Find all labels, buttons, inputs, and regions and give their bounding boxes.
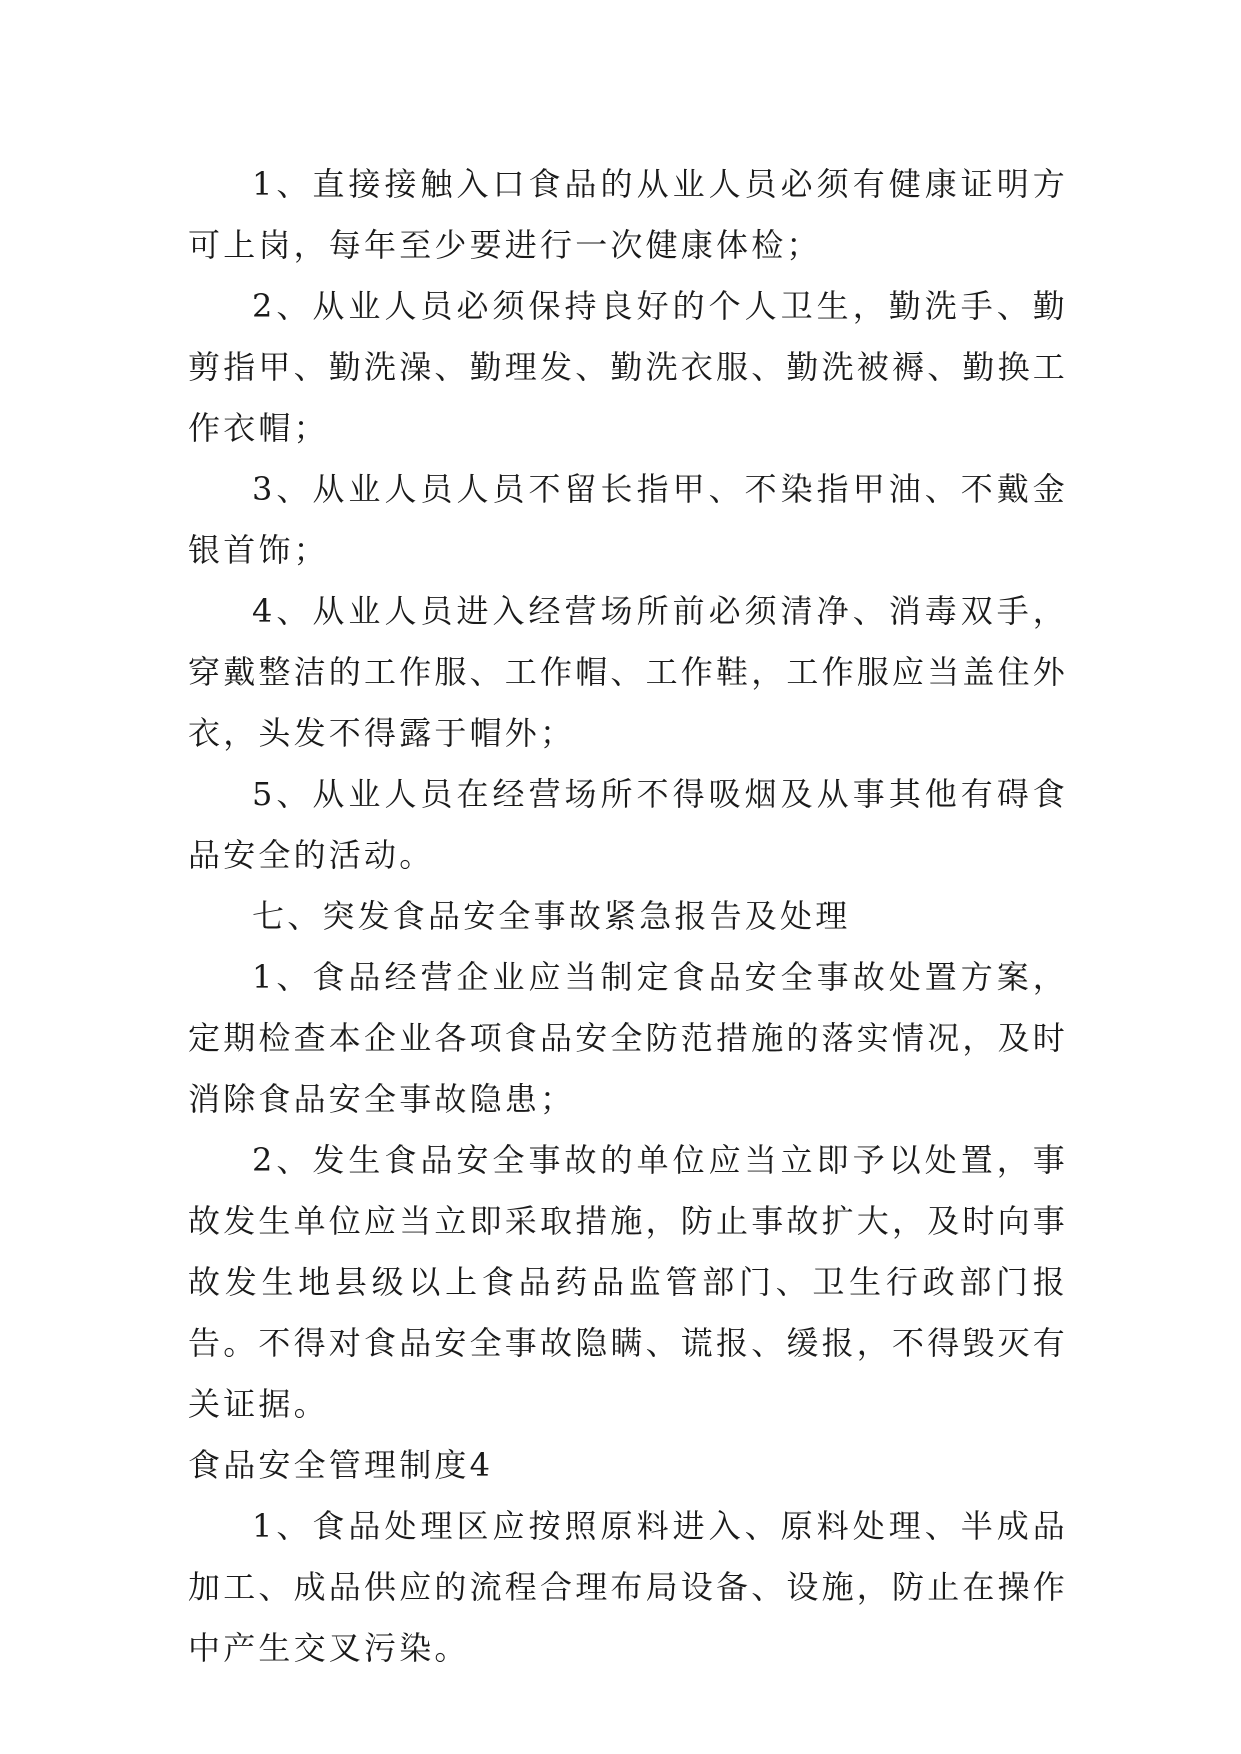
paragraph: 3、从业人员人员不留长指甲、不染指甲油、不戴金银首饰；: [188, 470, 1068, 569]
document-section-title: 食品安全管理制度4: [188, 1446, 494, 1484]
paragraph: 1、食品经营企业应当制定食品安全事故处置方案，定期检查本企业各项食品安全防范措施的落实情况，及时消除食品安全事故隐患；: [188, 958, 1069, 1118]
paragraph: 4、从业人员进入经营场所前必须清净、消毒双手，穿戴整洁的工作服、工作帽、工作鞋，工作服应当盖住外衣，头发不得露于帽外；: [188, 592, 1069, 752]
document-body: [188, 154, 1068, 1679]
paragraph: 5、从业人员在经营场所不得吸烟及从事其他有碍食品安全的活动。: [188, 775, 1068, 874]
paragraph: 1、直接接触入口食品的从业人员必须有健康证明方可上岗，每年至少要进行一次健康体检；: [188, 165, 1068, 264]
paragraph: 2、发生食品安全事故的单位应当立即予以处置，事故发生单位应当立即采取措施，防止事故扩大，及时向事故发生地县级以上食品药品监管部门、卫生行政部门报告。不得对食品安全事故隐瞒、谎报、缓报，不得毁灭有关证据。: [188, 1141, 1069, 1423]
paragraph: 1、食品处理区应按照原料进入、原料处理、半成品加工、成品供应的流程合理布局设备、设施，防止在操作中产生交叉污染。: [188, 1507, 1069, 1667]
section-heading: 七、突发食品安全事故紧急报告及处理: [252, 897, 851, 935]
paragraph: 2、从业人员必须保持良好的个人卫生，勤洗手、勤剪指甲、勤洗澡、勤理发、勤洗衣服、勤洗被褥、勤换工作衣帽；: [188, 287, 1069, 447]
